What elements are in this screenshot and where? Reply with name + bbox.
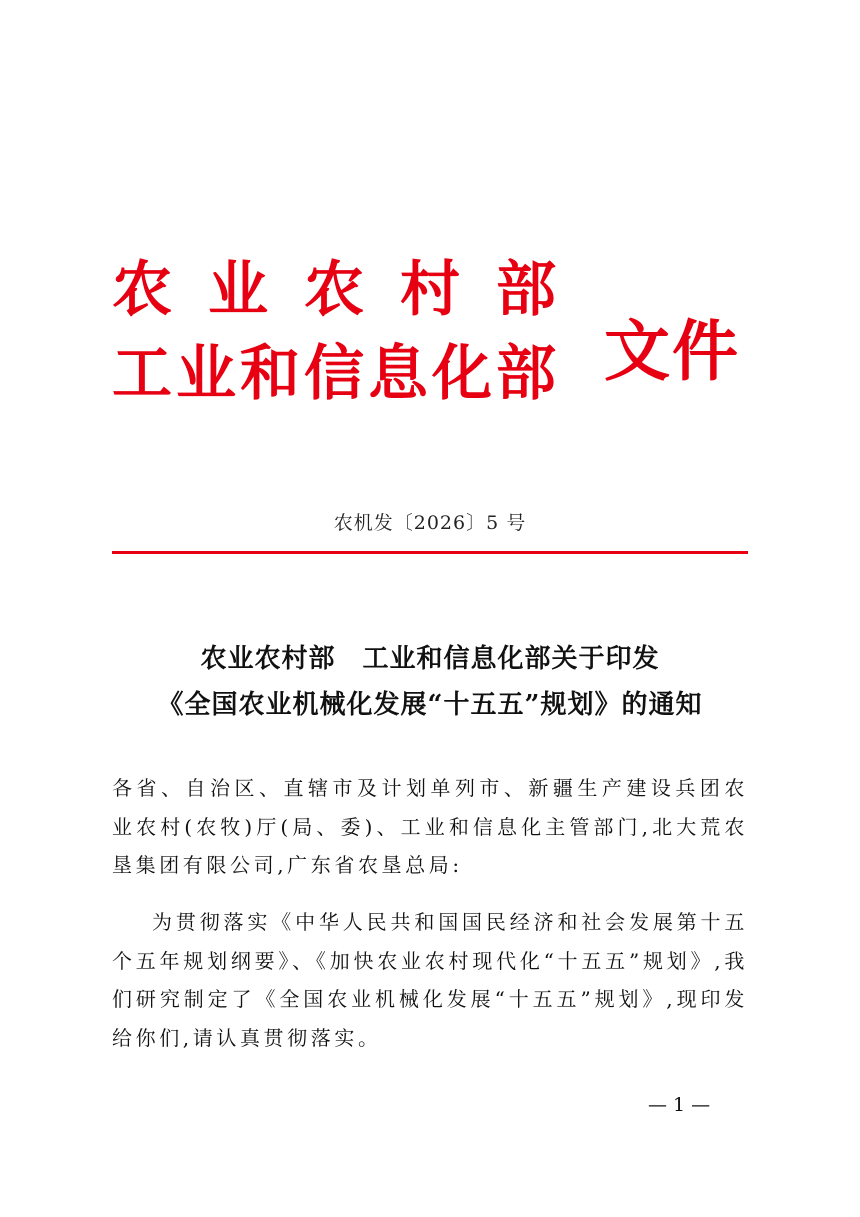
page-number: — 1 — [648,1094,711,1116]
issuer-ministry-agriculture: 农业农村部 [112,255,592,325]
issuer-ministry-industry: 工业和信息化部 [112,339,560,409]
salutation-recipients: 各省、自治区、直辖市及计划单列市、新疆生产建设兵团农业农村(农牧)厅(局、委)、工业和信息化主管部门,北大荒农垦集团有限公司,广东省农垦总局: [112,776,748,877]
body-paragraph: 为贯彻落实《中华人民共和国国民经济和社会发展第十五个五年规划纲要》、《加快农业农村现代化“十五五”规划》,我们研究制定了《全国农业机械化发展“十五五”规划》,现印发给你们,请认真贯彻落实。 [112,910,748,1050]
issuer-document-label: 文件 [604,312,740,390]
document-title-line1: 农业农村部 工业和信息化部关于印发 [200,644,660,674]
issuer-block [112,252,592,412]
red-separator-line [112,551,748,554]
document-title-line2: 《全国农业机械化发展“十五五”规划》的通知 [157,690,703,720]
document-number: 农机发〔2026〕5 号 [333,512,527,534]
